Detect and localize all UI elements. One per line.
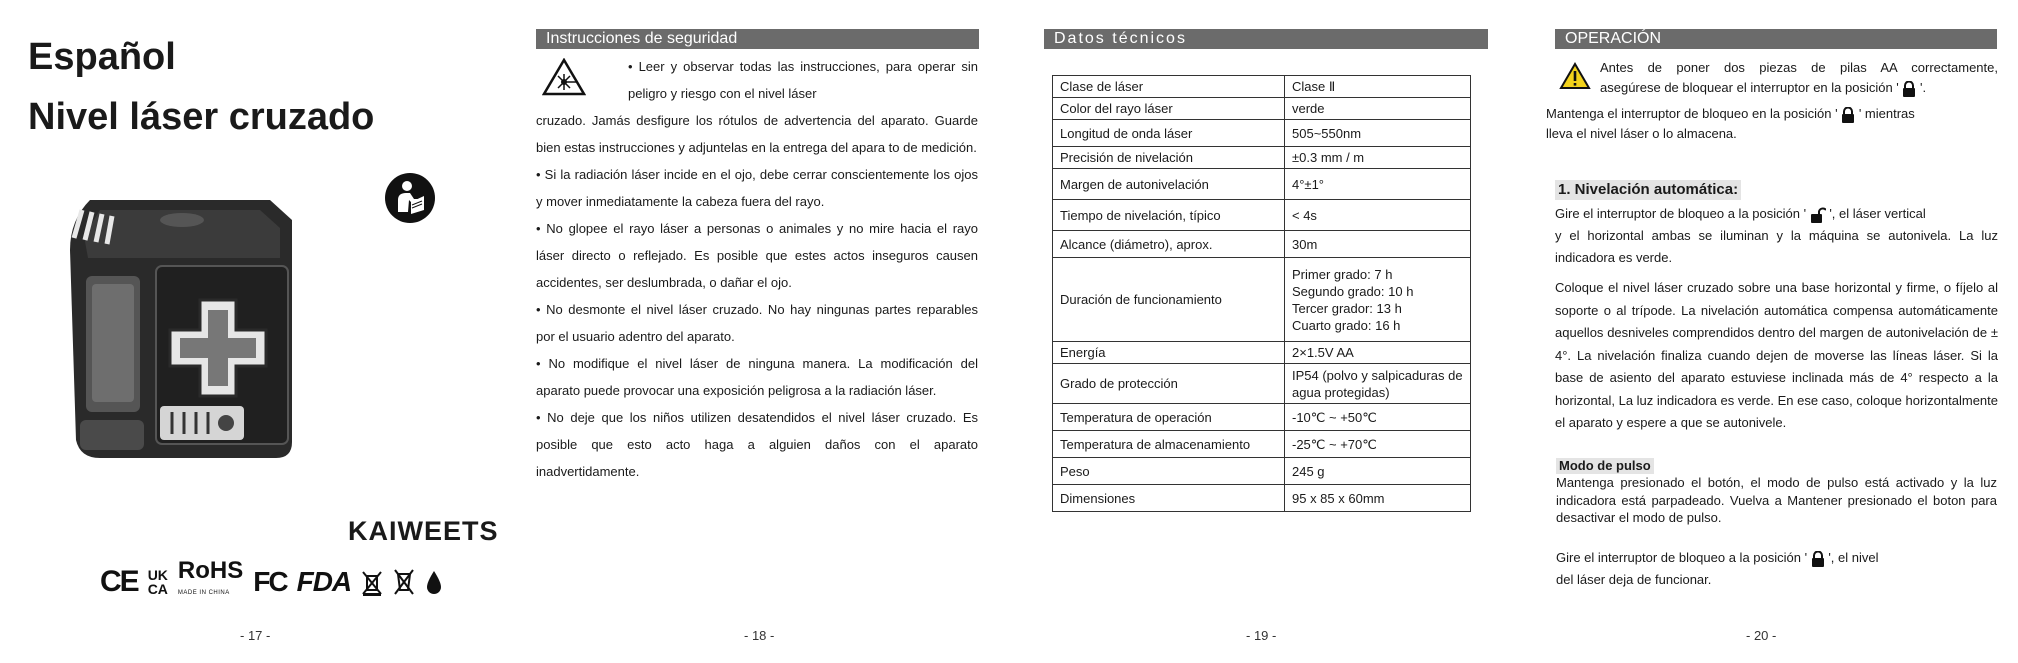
warning-text: asegúrese de bloquear el interruptor en la posición ' [1600, 80, 1899, 95]
auto-leveling-line-1 [1555, 203, 1998, 225]
page-number: - 20 - [1746, 628, 1777, 643]
rohs-mark-text: RoHS [177, 557, 244, 584]
page-title-product: Nivel láser cruzado [28, 96, 375, 138]
rohs-made-in-china: MADE IN CHINA [177, 590, 230, 596]
lock-instruction-text: ', el nivel [1828, 550, 1879, 565]
spec-key: Energía [1053, 342, 1285, 364]
read-manual-icon [384, 172, 436, 224]
table-row [1053, 169, 1471, 200]
safety-paragraph: • Si la radiación láser incide en el ojo, debe cerrar conscientemente los ojos y mover inmediatamente la cabeza fuera del rayo. [536, 167, 978, 209]
section-heading-specs: Datos técnicos [1044, 29, 1488, 49]
spec-key: Tiempo de nivelación, típico [1053, 200, 1285, 231]
laser-level-product-image [60, 180, 310, 470]
pulse-mode-text: Mantenga presionado el botón, el modo de pulso está activado y la luz indicadora está parpadeado. Vuelva a Mantener presionado el boton para desactivar el modo de pulso. [1556, 475, 1997, 525]
spec-value: < 4s [1285, 200, 1471, 231]
ukca-mark [148, 568, 168, 596]
auto-leveling-text: y el horizontal ambas se iluminan y la máquina se autonivela. La luz indicadora es verde. [1555, 228, 1998, 265]
safety-instructions [536, 107, 978, 485]
page-title-language: Español [28, 36, 176, 78]
table-row [1053, 120, 1471, 147]
spec-value: 2×1.5V AA [1285, 342, 1471, 364]
spec-value: Primer grado: 7 h Segundo grado: 10 h Tercer grador: 13 h Cuarto grado: 16 h [1285, 258, 1471, 342]
spec-value: -25℃ ~ +70℃ [1285, 431, 1471, 458]
table-row [1053, 485, 1471, 512]
spec-key: Clase de láser [1053, 76, 1285, 98]
weee-battery-icon [361, 568, 383, 596]
safety-paragraph: • No glopee el rayo láser a personas o animales y no mire hacia el rayo láser directo o reflejado. Es posible que estes actos inseguros causen accidentes, ser deslumbrada, o dañar el ojo. [536, 221, 978, 290]
rohs-mark [177, 557, 244, 604]
table-row [1053, 231, 1471, 258]
fc-mark: FC [253, 566, 287, 597]
spec-value: Clase Ⅱ [1285, 76, 1471, 98]
fda-mark: FDA [296, 566, 352, 597]
spec-key: Temperatura de operación [1053, 404, 1285, 431]
spec-key: Precisión de nivelación [1053, 147, 1285, 169]
spec-key: Duración de funcionamiento [1053, 258, 1285, 342]
locked-padlock-icon [1811, 551, 1825, 567]
table-row [1053, 200, 1471, 231]
safety-paragraph: • No modifique el nivel láser de ninguna manera. La modificación del aparato puede provocar una exposición peligrosa a la radiación láser. [536, 356, 978, 398]
auto-leveling-text: ', el láser vertical [1829, 206, 1926, 221]
weee-bin-icon [393, 568, 415, 596]
table-row [1053, 147, 1471, 169]
page-18 [504, 0, 1008, 663]
warning-text: '. [1920, 80, 1927, 95]
warning-line-4: lleva el nivel láser o lo almacena. [1546, 126, 1737, 141]
spec-value: 245 g [1285, 458, 1471, 485]
lock-instruction-line [1556, 548, 1997, 568]
ukca-mark-bottom: CA [147, 581, 168, 597]
spec-key: Temperatura de almacenamiento [1053, 431, 1285, 458]
section-title-pulse-mode: Modo de pulso [1556, 458, 1654, 474]
table-row [1053, 76, 1471, 98]
spec-value: 95 x 85 x 60mm [1285, 485, 1471, 512]
warning-line-3 [1546, 104, 1998, 124]
section-heading-operation: OPERACIÓN [1555, 29, 1997, 49]
table-row [1053, 364, 1471, 404]
spec-key: Grado de protección [1053, 364, 1285, 404]
locked-padlock-icon [1902, 81, 1916, 97]
safety-paragraph: • No deje que los niños utilizen desatendidos el nivel láser cruzado. Es posible que esto acto haga a alguien daños con el aparato inadvertidamente. [536, 410, 978, 479]
table-row [1053, 258, 1471, 342]
page-number: - 17 - [240, 628, 271, 643]
spec-value: 505~550nm [1285, 120, 1471, 147]
page-20 [1512, 0, 2018, 663]
section-heading-safety: Instrucciones de seguridad [536, 29, 979, 49]
unlocked-padlock-icon [1810, 207, 1826, 223]
safety-paragraph: • No desmonte el nivel láser cruzado. No hay ningunas partes reparables por el usuario adentro del aparato. [536, 302, 978, 344]
spec-value: 4°±1° [1285, 169, 1471, 200]
ce-mark: CE [100, 565, 138, 598]
spec-value: ±0.3 mm / m [1285, 147, 1471, 169]
spec-key: Peso [1053, 458, 1285, 485]
table-row [1053, 431, 1471, 458]
table-row [1053, 98, 1471, 120]
lock-instruction-text: Gire el interruptor de bloqueo a la posición ' [1556, 550, 1808, 565]
warning-text: ' mientras [1858, 106, 1915, 121]
warning-line-2 [1600, 78, 1998, 98]
page-number: - 18 - [744, 628, 775, 643]
ukca-mark-top: UK [147, 567, 168, 583]
spec-value: 30m [1285, 231, 1471, 258]
spec-value: -10℃ ~ +50℃ [1285, 404, 1471, 431]
warning-text: Mantenga el interruptor de bloqueo en la posición ' [1546, 106, 1838, 121]
water-drop-icon [425, 569, 443, 595]
spec-key: Longitud de onda láser [1053, 120, 1285, 147]
warning-line-1: Antes de poner dos piezas de pilas AA correctamente, [1600, 60, 1998, 75]
page-17 [0, 0, 504, 663]
specifications-table [1052, 75, 1471, 512]
spec-value: verde [1285, 98, 1471, 120]
lock-instruction-line-2: del láser deja de funcionar. [1556, 572, 1712, 587]
table-row [1053, 342, 1471, 364]
spec-key: Alcance (diámetro), aprox. [1053, 231, 1285, 258]
safety-intro-text: • Leer y observar todas las instrucciones, para operar sin peligro y riesgo con el nivel láser [628, 59, 978, 101]
table-row [1053, 404, 1471, 431]
laser-warning-icon [542, 58, 586, 96]
spec-key: Margen de autonivelación [1053, 169, 1285, 200]
auto-leveling-instructions: Coloque el nivel láser cruzado sobre una base horizontal y firme, o fíjelo al soporte o al trípode. La nivelación automática compensa automáticamente aquellos desniveles comprendidos dentro del margen de autonivelación de ± 4°. La nivelación finaliza cuando dejen de moverse las líneas láser. Si la base de asiento del aparato estuviese inclinada más de 4° respecto a la horizontal, La luz indicadora es verde. En ese caso, coloque horizontalmente el aparato y espere a que se autonivele. [1555, 280, 1998, 430]
locked-padlock-icon [1841, 107, 1855, 123]
page-19 [1008, 0, 1512, 663]
auto-leveling-text: Gire el interruptor de bloqueo a la posición ' [1555, 206, 1807, 221]
brand-logo: KAIWEETS [348, 516, 499, 546]
page-number: - 19 - [1246, 628, 1277, 643]
table-row [1053, 458, 1471, 485]
spec-key: Color del rayo láser [1053, 98, 1285, 120]
spec-key: Dimensiones [1053, 485, 1285, 512]
section-title-auto-leveling: 1. Nivelación automática: [1555, 180, 1741, 200]
spec-value: IP54 (polvo y salpicaduras de agua protegidas) [1285, 364, 1471, 404]
caution-warning-icon [1559, 62, 1591, 90]
certification-marks [100, 557, 443, 604]
safety-paragraph: cruzado. Jamás desfigure los rótulos de advertencia del aparato. Guarde bien estas instrucciones y adjuntelas en la entrega del apara to de medición. [536, 113, 978, 155]
